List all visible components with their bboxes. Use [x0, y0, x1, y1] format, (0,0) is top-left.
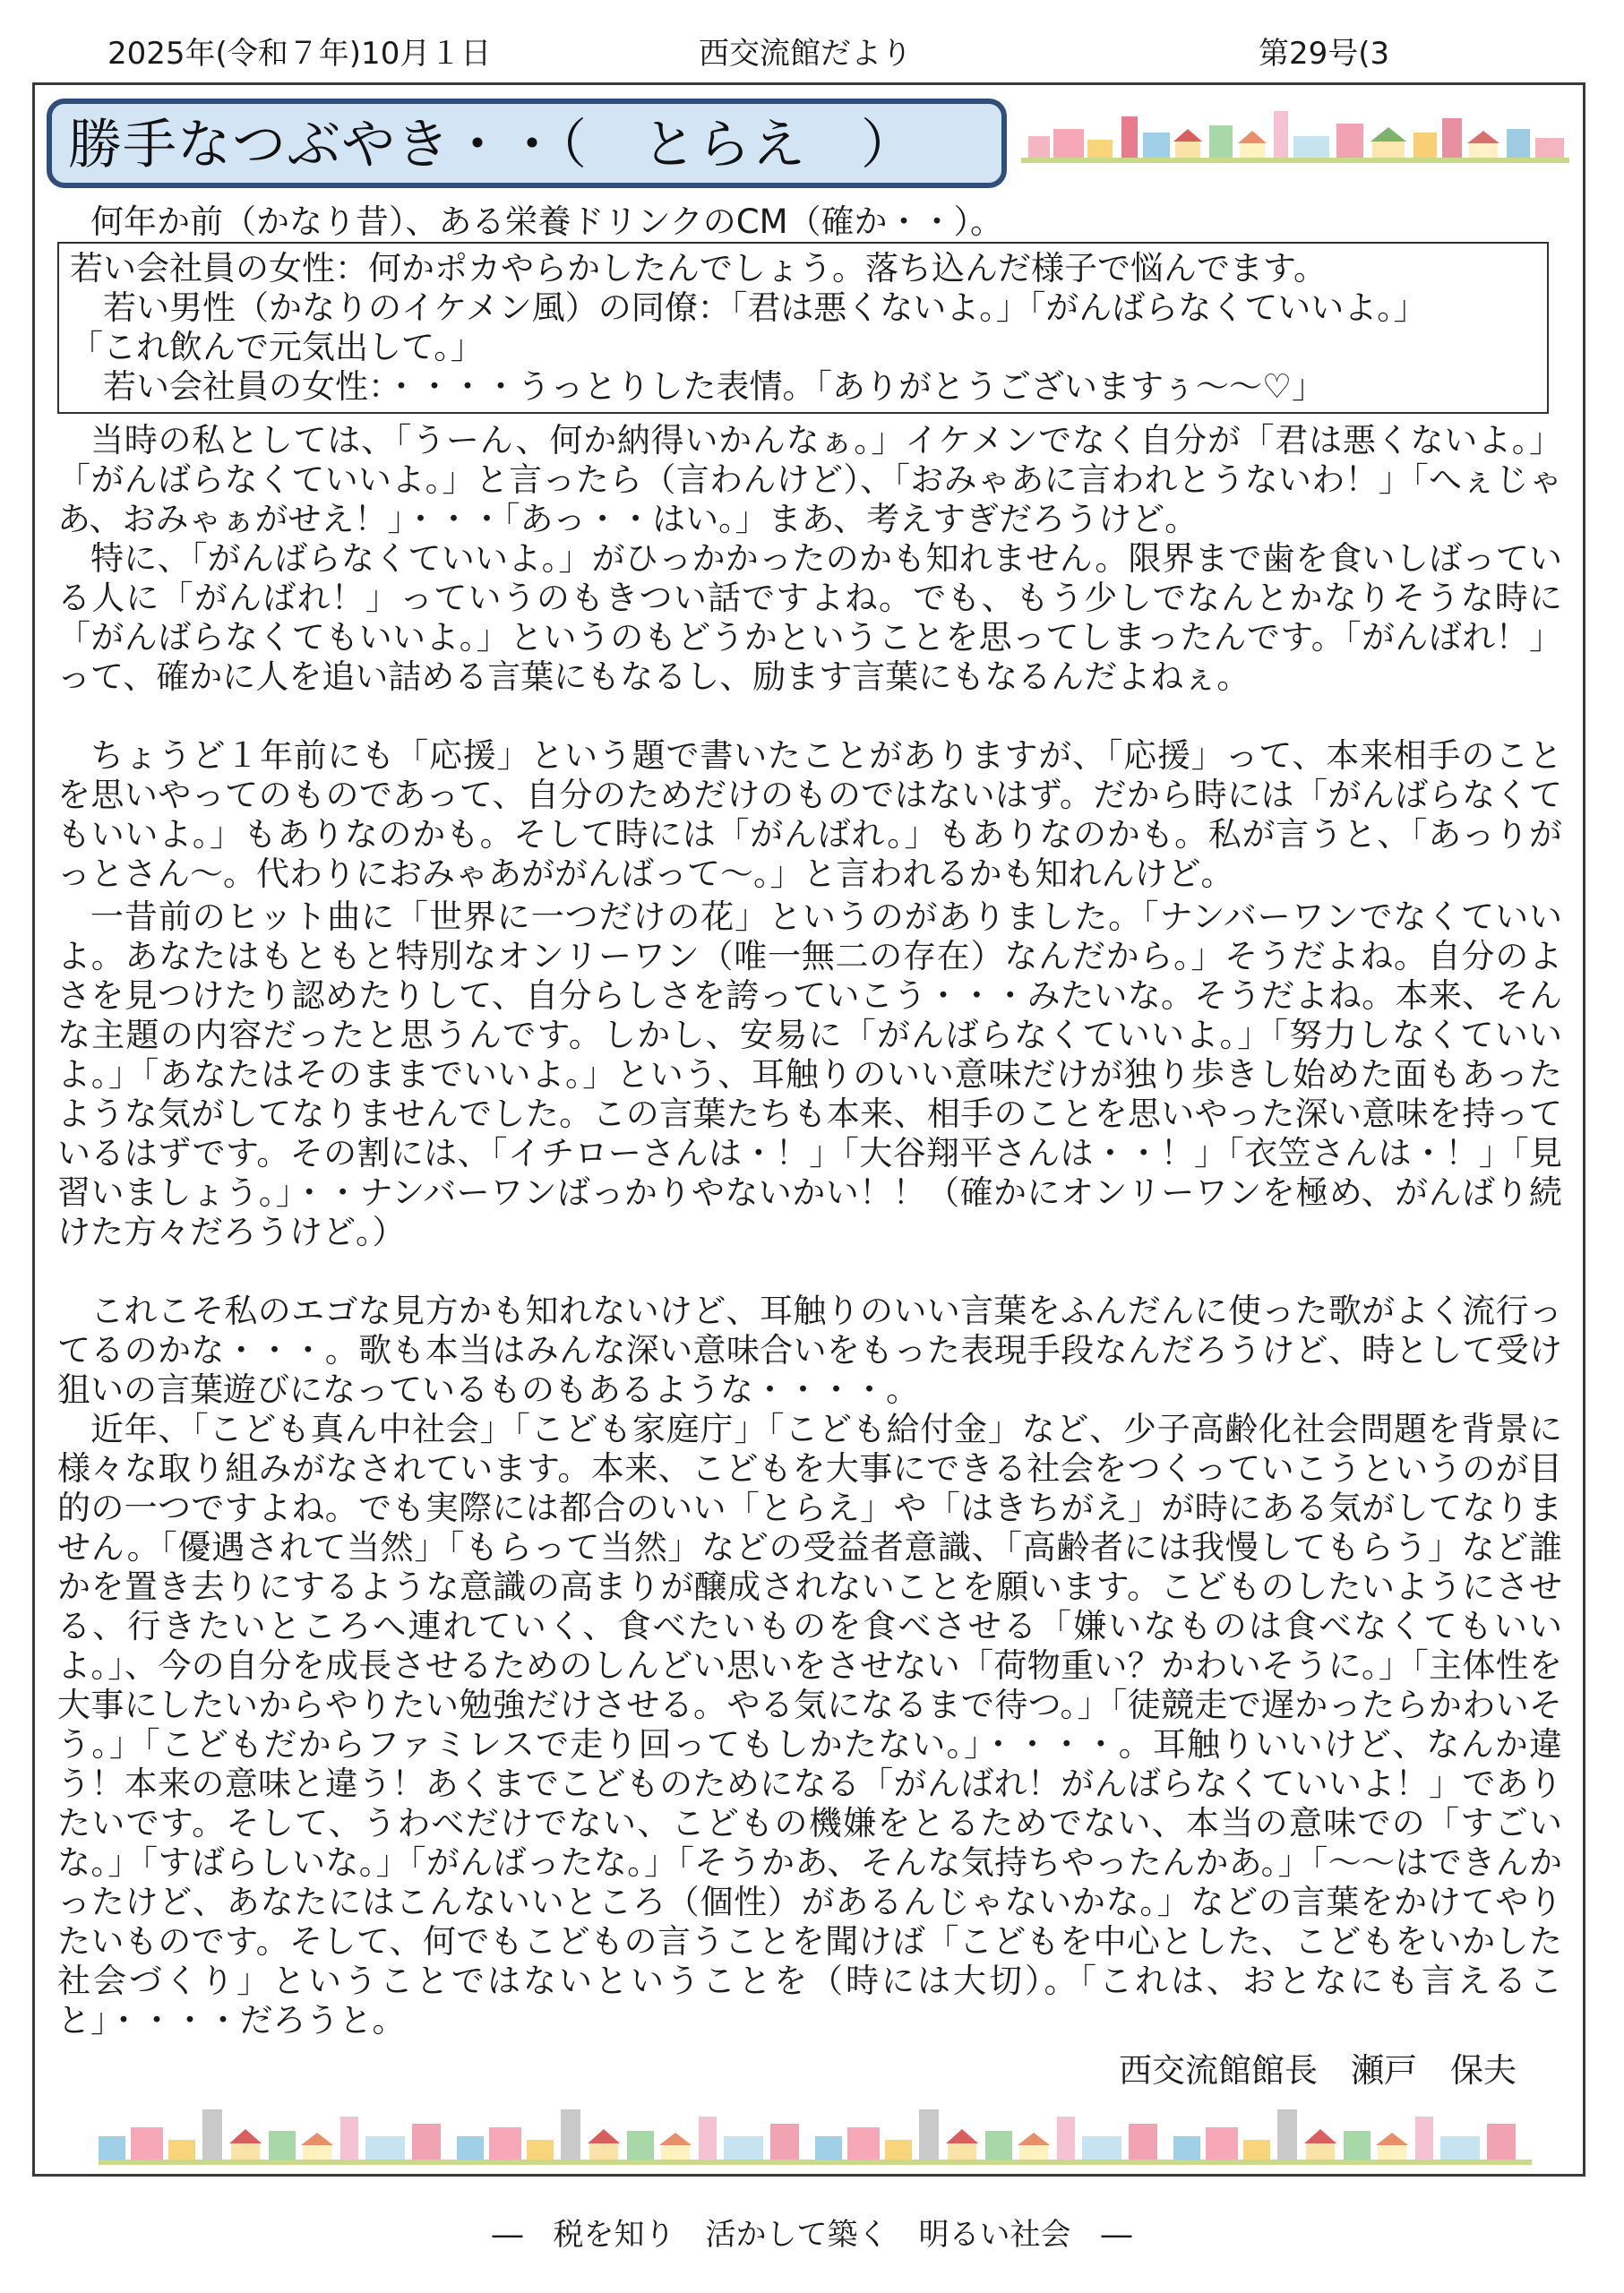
dialogue-line: 若い会社員の女性：何かポカやらかしたんでしょう。落ち込んだ様子で悩んでます。	[70, 249, 1328, 288]
town-skyline-illustration	[99, 2100, 1532, 2172]
body-paragraph: これこそ私のエゴな見方かも知れないけど、耳触りのいい言葉をふんだんに使った歌がよく流行ってるのかな・・・。歌も本当はみんな深い意味合いをもった表現手段なんだろうけど、時として受け狙いの言葉遊びになっているものもあるような・・・・。	[57, 1292, 1562, 1409]
body-paragraph: 一昔前のヒット曲に「世界に一つだけの花」というのがありました。「ナンバーワンでなくていいよ。あなたはもともと特別なオンリーワン（唯一無二の存在）なんだから。」そうだよね。自分のよさを見つけたり認めたりして、自分らしさを誇っていこう・・・みたいな。そうだよね。本来、そんな主題の内容だったと思うんです。しかし、安易に「がんばらなくていいよ。」「努力しなくていいよ。」「あなたはそのままでいいよ。」という、耳触りのいい意味だけが独り歩きし始めた面もあったような気がしてなりませんでした。この言葉たちも本来、相手のことを思いやった深い意味を持っているはずです。その割には、「イチローさんは・！」「大谷翔平さんは・・！」「衣笠さんは・！」「見習いましょう。」・・ナンバーワンばっかりやないかい！！（確かにオンリーワンを極め、がんばり続けた方々だろうけど。）	[57, 897, 1562, 1251]
page-header	[0, 27, 1624, 81]
issue-number: 第29号(3	[1259, 36, 1390, 72]
article-title-box	[47, 99, 1007, 188]
dialogue-line: 若い男性（かなりのイケメン風）の同僚：「君は悪くないよ。」「がんばらなくていいよ。」	[103, 288, 1427, 327]
body-paragraph: 当時の私としては、「うーん、何か納得いかんなぁ。」イケメンでなく自分が「君は悪くないよ。」「がんばらなくていいよ。」と言ったら（言わんけど）、「おみゃあに言われとうないわ！」「へぇじゃあ、おみゃぁがせえ！」・・・「あっ・・はい。」まあ、考えすぎだろうけど。	[57, 421, 1562, 538]
dialogue-line: 若い会社員の女性：・・・・うっとりした表情。「ありがとうございますぅ〜〜♡」	[103, 367, 1326, 406]
newsletter-name: 西交流館だより	[699, 36, 912, 72]
town-skyline-illustration	[1021, 106, 1569, 177]
issue-date: 2025年(令和７年)10月１日	[107, 36, 492, 72]
body-paragraph: 近年、「こども真ん中社会」「こども家庭庁」「こども給付金」など、少子高齢化社会問題を背景に様々な取り組みがなされています。本来、こどもを大事にできる社会をつくっていこうというのが目的の一つですよね。でも実際には都合のいい「とらえ」や「はきちがえ」が時にある気がしてなりません。「優遇されて当然」「もらって当然」などの受益者意識、「高齢者には我慢してもらう」など誰かを置き去りにするような意識の高まりが醸成されないことを願います。こどものしたいようにさせる、行きたいところへ連れていく、食べたいものを食べさせる「嫌いなものは食べなくてもいいよ。」、今の自分を成長させるためのしんどい思いをさせない「荷物重い？かわいそうに。」「主体性を大事にしたいからやりたい勉強だけさせる。やる気になるまで待つ。」「徒競走で遅かったらかわいそう。」「こどもだからファミレスで走り回ってもしかたない。」・・・・。耳触りいいけど、なんか違う！本来の意味と違う！あくまでこどものためになる「がんばれ！がんばらなくていいよ！」でありたいです。そして、うわべだけでない、こどもの機嫌をとるためでない、本当の意味での「すごいな。」「すばらしいな。」「がんばったな。」「そうかあ、そんな気持ちやったんかあ。」「〜〜はできんかったけど、あなたにはこんないいところ（個性）があるんじゃないかな。」などの言葉をかけてやりたいものです。そして、何でもこどもの言うことを聞けば「こどもを中心とした、こどもをいかした社会づくり」ということではないということを（時には大切）。「これは、おとなにも言えること」・・・・だろうと。	[57, 1410, 1562, 2040]
author-signature: 西交流館館長 瀬戸 保夫	[1119, 2051, 1517, 2090]
dialogue-line: 「これ飲んで元気出して。」	[70, 328, 484, 366]
intro-line: 何年か前（かなり昔）、ある栄養ドリンクのCM（確か・・）。	[90, 202, 1004, 241]
article-title: 勝手なつぶやき・・（ とらえ ）	[68, 114, 915, 176]
footer-slogan: ― 税を知り 活かして築く 明るい社会 ―	[492, 2217, 1132, 2253]
body-paragraph: 特に、「がんばらなくていいよ。」がひっかかったのかも知れません。限界まで歯を食いしばっている人に「がんばれ！」っていうのもきつい話ですよね。でも、もう少しでなんとかなりそうな時に「がんばらなくてもいいよ。」というのもどうかということを思ってしまったんです。「がんばれ！」って、確かに人を追い詰める言葉にもなるし、励ます言葉にもなるんだよねぇ。	[57, 539, 1562, 696]
body-paragraph: ちょうど１年前にも「応援」という題で書いたことがありますが、「応援」って、本来相手のことを思いやってのものであって、自分のためだけのものではないはず。だから時には「がんばらなくてもいいよ。」もありなのかも。そして時には「がんばれ。」もありなのかも。私が言うと、「あっりがっとさん〜。代わりにおみゃあががんばって〜。」と言われるかも知れんけど。	[57, 736, 1562, 893]
dialogue-box	[57, 242, 1549, 414]
